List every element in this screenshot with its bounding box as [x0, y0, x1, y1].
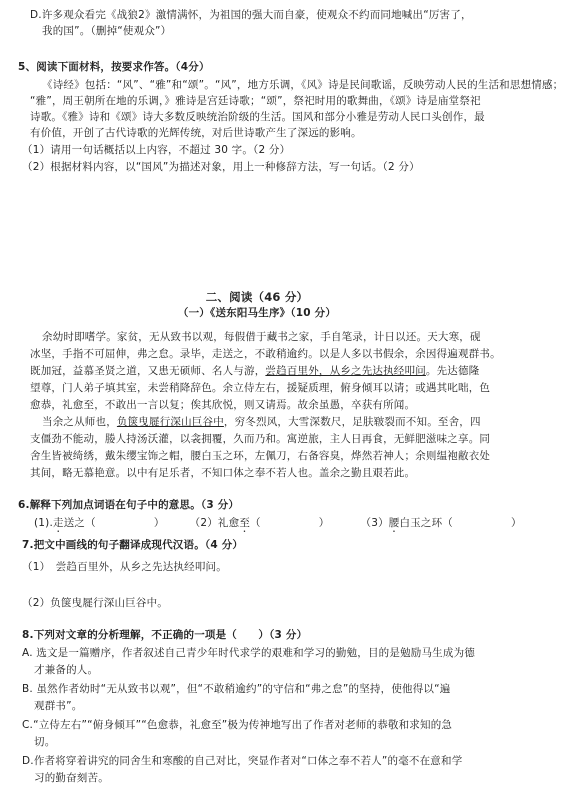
- q7-sentence-2: （2）负箧曳屣行深山巨谷中。: [22, 597, 168, 609]
- passage-line5: 愈恭，礼愈至，不敢出一言以复；俟其欣悦，则又请焉。故余虽愚，卒获有所闻。: [30, 399, 416, 411]
- passage-line2: 冰坚，手指不可屈伸，弗之怠。录毕，走送之，不敢稍逾约。以是人多以书假余，余因得遍观群书。: [30, 348, 501, 360]
- q6-item3-close: ）: [511, 517, 522, 529]
- passage-line6-b: ，穷冬烈风，大雪深数尺，足肤皲裂而不知。至舍，四: [223, 416, 481, 428]
- q6-items: [34, 516, 522, 535]
- q5-para-line2: “雅”，周王朝所在地的乐调，》雅诗是宫廷诗歌；“颂”，祭祀时用的歌舞曲，《颂》诗是庙堂祭祀: [30, 95, 481, 107]
- q8-option-c-line1: C.“立侍左右”“俯身倾耳”“色愈恭，礼愈至”极为传神地写出了作者对老师的恭敬和求知的急: [22, 719, 453, 731]
- q8-option-d-line2: 习的勤奋刻苦。: [34, 772, 109, 784]
- q5-para-line4: 有价值，开创了古代诗歌的光辉传统，对后世诗歌产生了深远的影响。: [30, 127, 362, 139]
- passage-line8: 舍生皆被绮绣，戴朱缨宝饰之帽，腰白玉之环，左佩刀，右备容臭，烨然若神人；余则缊袍敝衣处: [30, 450, 491, 462]
- q6-item2-open: （2）礼愈: [189, 517, 240, 529]
- q8-option-d-line1: D.作者将穿着讲究的同舍生和寒酸的自己对比，突显作者对“口体之奉不若人”的毫不在意和学: [22, 755, 463, 767]
- q5-question-1: （1）请用一句话概括以上内容，不超过 30 字。（2 分）: [22, 144, 291, 156]
- section-subtitle: （一）《送东阳马生序》（10 分）: [177, 307, 337, 319]
- passage-line7: 支僵劲不能动，媵人持汤沃灌，以衾拥覆，久而乃和。寓逆旅，主人日再食，无鲜肥滋味之享。同: [30, 433, 491, 445]
- passage-line3-b: 。先达德隆: [425, 365, 480, 377]
- q6-title: 6.解释下列加点词语在句子中的意思。（3 分）: [18, 499, 240, 511]
- q4-option-d-line1: D.许多观众看完《战狼2》激情满怀，为祖国的强大而自豪，使观众不约而同地喊出“厉害了，: [30, 9, 472, 21]
- passage-line1: 余幼时即嗜学。家贫，无从致书以观，每假借于藏书之家，手自笔录，计日以还。天大寒，砚: [42, 331, 481, 343]
- q7-sentence-1: （1） 尝趋百里外，从乡之先达执经叩问。: [22, 561, 227, 573]
- q8-title: 8.下列对文章的分析理解，不正确的一项是（ ）（3 分）: [22, 629, 308, 641]
- q6-item3-rest: 白玉之环（: [399, 517, 453, 529]
- q6-dot-char-3: 腰: [388, 517, 400, 529]
- q6-item2-close: ）: [318, 517, 330, 529]
- q5-para-line1: 《诗经》包括：“风”、“雅”和“颂”。“风”，地方乐调，《风》诗是民间歌谣，反映劳动人民的生活和思想情感；: [42, 79, 563, 91]
- q8-option-b-line2: 观群书”。: [34, 700, 83, 712]
- q6-item2-paren: （: [250, 517, 261, 529]
- q6-item3-open: （3）: [360, 517, 389, 529]
- q5-para-line3: 诗歌。《雅》诗和《颂》诗大多数反映统治阶级的生活。国风和部分小雅是劳动人民口头创作，最: [30, 111, 485, 123]
- q5-title: 5、阅读下面材料，按要求作答。（4分）: [18, 61, 210, 73]
- passage-line6-a: 当余之从师也，: [42, 416, 117, 428]
- q8-option-c-line2: 切。: [34, 736, 56, 748]
- passage-line9: 其间，略无慕艳意。以中有足乐者，不知口体之奉不若人也。盖余之勤且艰若此。: [30, 467, 416, 479]
- q6-dot-char-2: 至: [239, 517, 251, 529]
- section-title: 二、阅读（46 分）: [205, 290, 309, 304]
- q8-option-a-line2: 才兼备的人。: [34, 664, 99, 676]
- q6-item1-rest: 送之（: [63, 517, 96, 529]
- passage-line3-a: 既加冠，益慕圣贤之道，又患无硕师、名人与游，: [30, 365, 266, 377]
- q8-option-a-line1: A. 选文是一篇赠序，作者叙述自己青少年时代求学的艰难和学习的勤勉，目的是勉励马生成为德: [22, 647, 475, 659]
- passage-underline-1: 尝趋百里外，从乡之先达执经叩问: [265, 365, 426, 377]
- passage-line6: [42, 415, 494, 429]
- q6-item1-close: ）: [153, 517, 165, 529]
- q5-question-2: （2）根据材料内容，以“国风”为描述对象，用上一种修辞方法，写一句话。（2 分）: [22, 161, 420, 173]
- q6-dot-char-1: 走: [53, 517, 64, 529]
- passage-line3: [30, 364, 494, 378]
- passage-underline-2: 负箧曳屣行深山巨谷中: [116, 416, 224, 428]
- passage-line4: 望尊，门人弟子填其室，未尝稍降辞色。余立侍左右，援疑质理，俯身倾耳以请；或遇其叱咄，色: [30, 382, 491, 394]
- q4-option-d-line2: 我的国”。（删掉“使观众”）: [42, 25, 172, 37]
- q7-title: 7.把文中画线的句子翻译成现代汉语。（4 分）: [22, 539, 244, 551]
- q6-item1-open: (1).: [34, 517, 54, 529]
- q8-option-b-line1: B. 虽然作者幼时“无从致书以观”，但“不敢稍逾约”的守信和“弗之怠”的坚持，使他得以“遍: [22, 683, 451, 695]
